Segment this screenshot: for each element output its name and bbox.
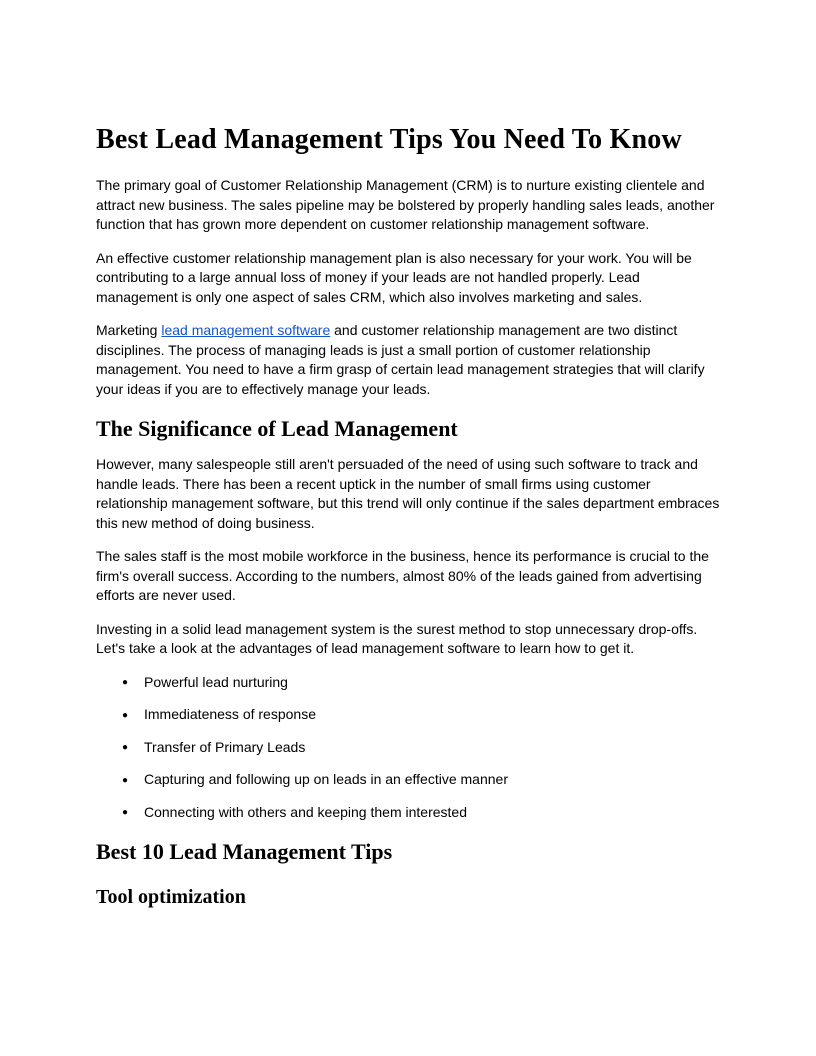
bullet-icon: ● xyxy=(122,807,129,818)
list-item-text: Capturing and following up on leads in an effective manner xyxy=(144,771,508,787)
list-item xyxy=(96,770,720,790)
list-item xyxy=(96,673,720,693)
paragraph-significance-1: However, many salespeople still aren't persuaded of the need of using such software to track and handle leads. There has been a recent uptick in the number of small firms using customer relationship management software, but this trend will only continue if the sales department embraces this new method of doing business. xyxy=(96,456,720,531)
lead-management-software-link[interactable]: lead management software xyxy=(161,322,331,338)
tips-heading: Best 10 Lead Management Tips xyxy=(96,839,393,864)
bullet-icon: ● xyxy=(122,677,129,688)
paragraph-significance-2: The sales staff is the most mobile workforce in the business, hence its performance is crucial to the firm's overall success. According to the numbers, almost 80% of the leads gained from advertising efforts are never used. xyxy=(96,548,709,603)
paragraph-marketing xyxy=(96,321,720,399)
tool-optimization-heading: Tool optimization xyxy=(96,886,246,908)
list-item-text: Transfer of Primary Leads xyxy=(144,738,306,755)
list-item xyxy=(96,738,720,758)
advantages-list xyxy=(96,673,720,823)
document-title: Best Lead Management Tips You Need To Know xyxy=(96,124,682,155)
list-item xyxy=(96,705,720,725)
list-item xyxy=(96,803,720,823)
list-item-text: Immediateness of response xyxy=(144,706,316,722)
list-item-text: Connecting with others and keeping them interested xyxy=(144,803,467,820)
paragraph-text-before-link: Marketing xyxy=(96,322,162,338)
paragraph-significance-3: Investing in a solid lead management system is the surest method to stop unnecessary drop-offs. Let's take a look at the advantages of lead management software to learn how to get it. xyxy=(96,620,698,656)
bullet-icon: ● xyxy=(122,742,129,753)
paragraph-intro-2: An effective customer relationship management plan is also necessary for your work. You will be contributing to a large annual loss of money if your leads are not handled properly. Lead management is only one aspect of sales CRM, which also involves marketing and sales. xyxy=(96,249,692,305)
bullet-icon: ● xyxy=(122,709,129,721)
paragraph-intro-1: The primary goal of Customer Relationship Management (CRM) is to nurture existing clientele and attract new business. The sales pipeline may be bolstered by properly handling sales leads, another function that has grown more dependent on customer relationship management software. xyxy=(96,177,715,232)
list-item-text: Powerful lead nurturing xyxy=(144,673,288,690)
bullet-icon: ● xyxy=(122,774,129,786)
significance-heading: The Significance of Lead Management xyxy=(96,416,458,441)
paragraph-text-after-link: and customer relationship management are two distinct disciplines. The process of managing leads is just a small portion of customer relationship management. You need to have a firm grasp of certain lead management strategies that will clarify your ideas if you are to effectively manage your leads. xyxy=(96,322,705,397)
